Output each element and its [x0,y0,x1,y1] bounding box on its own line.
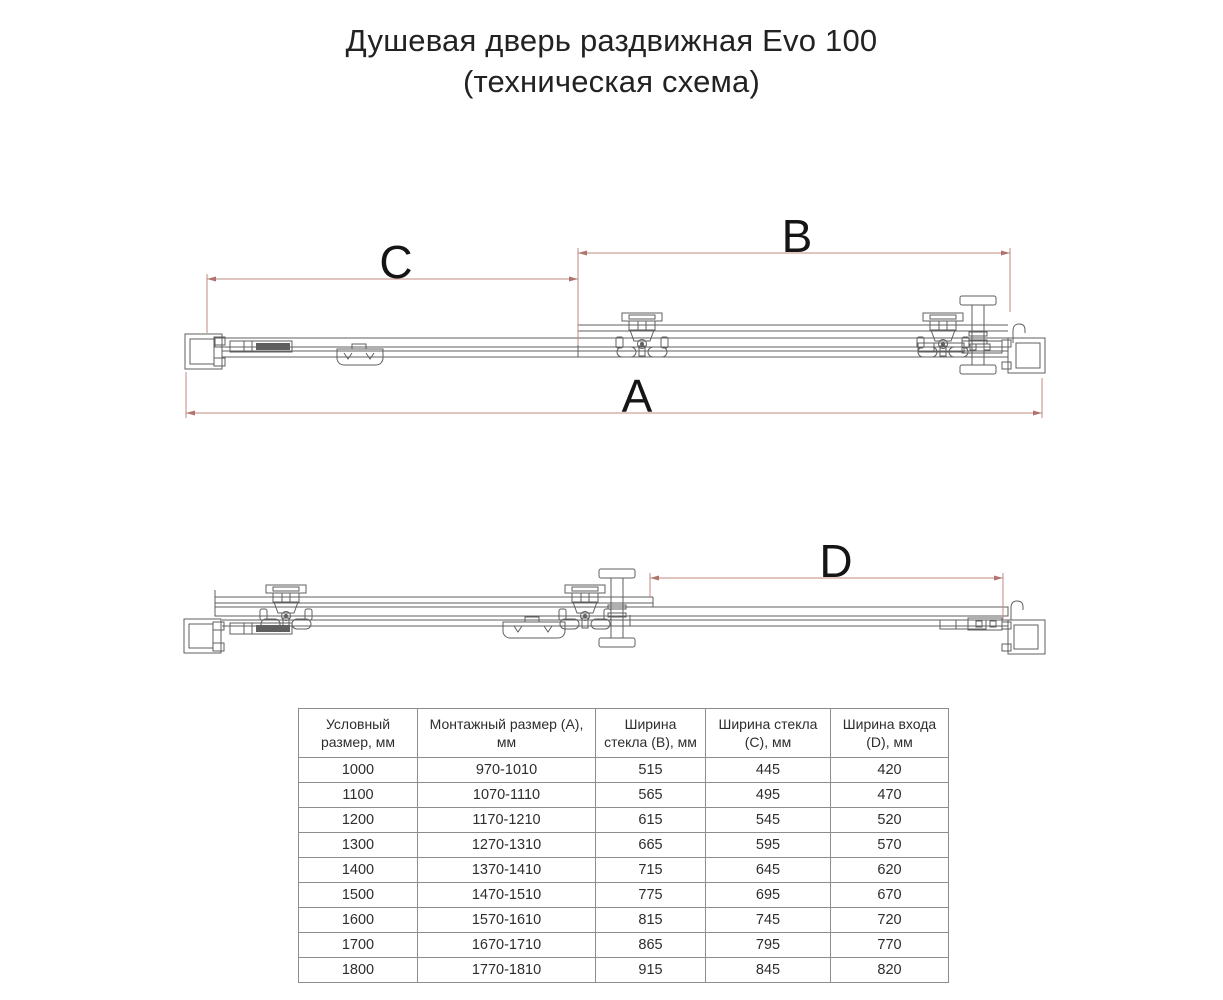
table-cell: 565 [596,783,706,808]
table-cell: 845 [706,958,831,983]
table-cell: 820 [831,958,949,983]
door-handle-open [599,569,635,647]
table-cell: 1470-1510 [418,883,596,908]
table-cell: 1100 [299,783,418,808]
col-header-glass-width-b: Ширина стекла (B), мм [596,709,706,758]
dimension-label-b: B [781,210,813,262]
table-cell: 1270-1310 [418,833,596,858]
col-header-nominal-size: Условный размер, мм [299,709,418,758]
table-cell: 595 [706,833,831,858]
dimension-line-a [186,370,1042,422]
table-cell: 570 [831,833,949,858]
table-cell: 1400 [299,858,418,883]
table-cell: 670 [831,883,949,908]
door-handle [960,296,996,374]
table-cell: 420 [831,758,949,783]
size-table [298,708,949,983]
table-cell: 615 [596,808,706,833]
table-cell: 1700 [299,933,418,958]
view-open [184,569,1045,654]
table-cell: 520 [831,808,949,833]
table-row [299,833,949,858]
table-row [299,808,949,833]
table-row [299,783,949,808]
table-cell: 1570-1610 [418,908,596,933]
sliding-panel-open [215,590,653,626]
table-cell: 1370-1410 [418,858,596,883]
table-cell: 775 [596,883,706,908]
seal-hook [1013,324,1025,343]
table-row [299,933,949,958]
table-cell: 665 [596,833,706,858]
dimensions-closed [186,248,1042,422]
size-table-body [299,758,949,983]
table-cell: 515 [596,758,706,783]
table-cell: 645 [706,858,831,883]
table-cell: 1800 [299,958,418,983]
roller-carriage [616,313,668,357]
wall-profile-left-open [184,619,224,653]
table-cell: 1000 [299,758,418,783]
table-cell: 720 [831,908,949,933]
table-cell: 915 [596,958,706,983]
table-cell: 815 [596,908,706,933]
table-cell: 770 [831,933,949,958]
title-line1: Душевая дверь раздвижная Evo 100 [345,23,878,58]
table-cell: 1500 [299,883,418,908]
table-cell: 470 [831,783,949,808]
table-cell: 545 [706,808,831,833]
table-cell: 695 [706,883,831,908]
col-header-mounting-size-a: Монтажный размер (A), мм [418,709,596,758]
table-cell: 1670-1710 [418,933,596,958]
table-cell: 795 [706,933,831,958]
table-row [299,958,949,983]
table-cell: 445 [706,758,831,783]
top-track [215,338,1008,357]
table-cell: 1070-1110 [418,783,596,808]
wall-profile-left [185,334,225,369]
table-cell: 865 [596,933,706,958]
table-cell: 1200 [299,808,418,833]
wall-profile-right [1002,338,1045,373]
table-row [299,908,949,933]
view-closed [185,296,1045,374]
table-cell: 495 [706,783,831,808]
table-cell: 1770-1810 [418,958,596,983]
wall-profile-right-open [1002,620,1045,654]
table-cell: 745 [706,908,831,933]
dimension-label-a: A [621,370,653,422]
table-cell: 1170-1210 [418,808,596,833]
seal-hook-open [1011,601,1023,620]
dimension-label-c: C [379,236,413,288]
table-cell: 1300 [299,833,418,858]
roller-carriage [917,313,969,357]
table-cell: 1600 [299,908,418,933]
table-row [299,883,949,908]
title-line2: (техническая схема) [462,64,760,99]
table-cell: 620 [831,858,949,883]
dimension-label-d: D [819,535,853,587]
table-cell: 970-1010 [418,758,596,783]
col-header-entry-width-d: Ширина входа (D), мм [831,709,949,758]
col-header-glass-width-c: Ширина стекла (C), мм [706,709,831,758]
size-table-header-row [299,709,949,758]
table-row [299,858,949,883]
table-cell: 715 [596,858,706,883]
table-row [299,758,949,783]
